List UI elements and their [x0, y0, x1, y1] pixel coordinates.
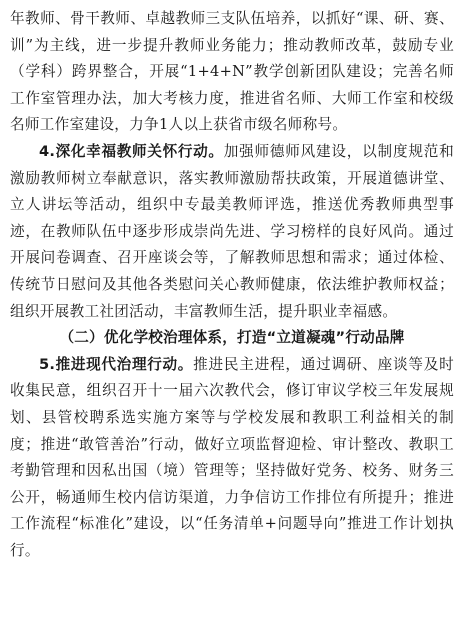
paragraph-teacher-training: 年教师、骨干教师、卓越教师三支队伍培养，以抓好“课、研、赛、训”为主线，进一步提升教师业务能力；推动教师改革，鼓励专业（学科）跨界整合，开展“1+4+N”教学创新团队建设；完善名师工作室管理办法，加大考核力度，推进省名师、大师工作室和校级名师工作室建设，力争1人以上获省市级名师称号。 — [10, 10, 454, 134]
section-heading-governance: （二）优化学校治理体系，打造“立道凝魂”行动品牌 — [59, 329, 405, 347]
item-body-teacher-care: 加强师德师风建设，以制度规范和激励教师树立奉献意识，落实教师激励帮扶政策，开展道德讲堂、立人讲坛等活动，组织中专最美教师评选，推送优秀教师典型事迹，在教师队伍中逐步形成崇尚先进、学习榜样的良好风尚。通过开展问卷调查、召开座谈会等，了解教师思想和需求；通过体检、传统节日慰问及其他各类慰问关心教师健康，依法维护教师权益；组织开展教工社团活动，丰富教师生活，提升职业幸福感。 — [10, 142, 454, 320]
item-body-modern-governance: 推进民主进程，通过调研、座谈等及时收集民意，组织召开十一届六次教代会，修订审议学校三年发展规划、县管校聘系选实施方案等与学校发展和教职工利益相关的制度；推进“敢管善治”行动，做好立项监督迎检、审计整改、教职工考勤管理和因私出国（境）管理等；坚持做好党务、校务、财务三公开，畅通师生校内信访渠道，力争信访工作排位有所提升；推进工作流程“标准化”建设，以“任务清单+问题导向”推进工作计划执行。 — [10, 355, 454, 559]
paragraph-modern-governance — [10, 352, 454, 565]
item-heading-modern-governance: 5.推进现代治理行动。 — [39, 355, 194, 373]
paragraph-teacher-care — [10, 139, 454, 325]
item-heading-teacher-care: 4.深化幸福教师关怀行动。 — [39, 142, 224, 160]
